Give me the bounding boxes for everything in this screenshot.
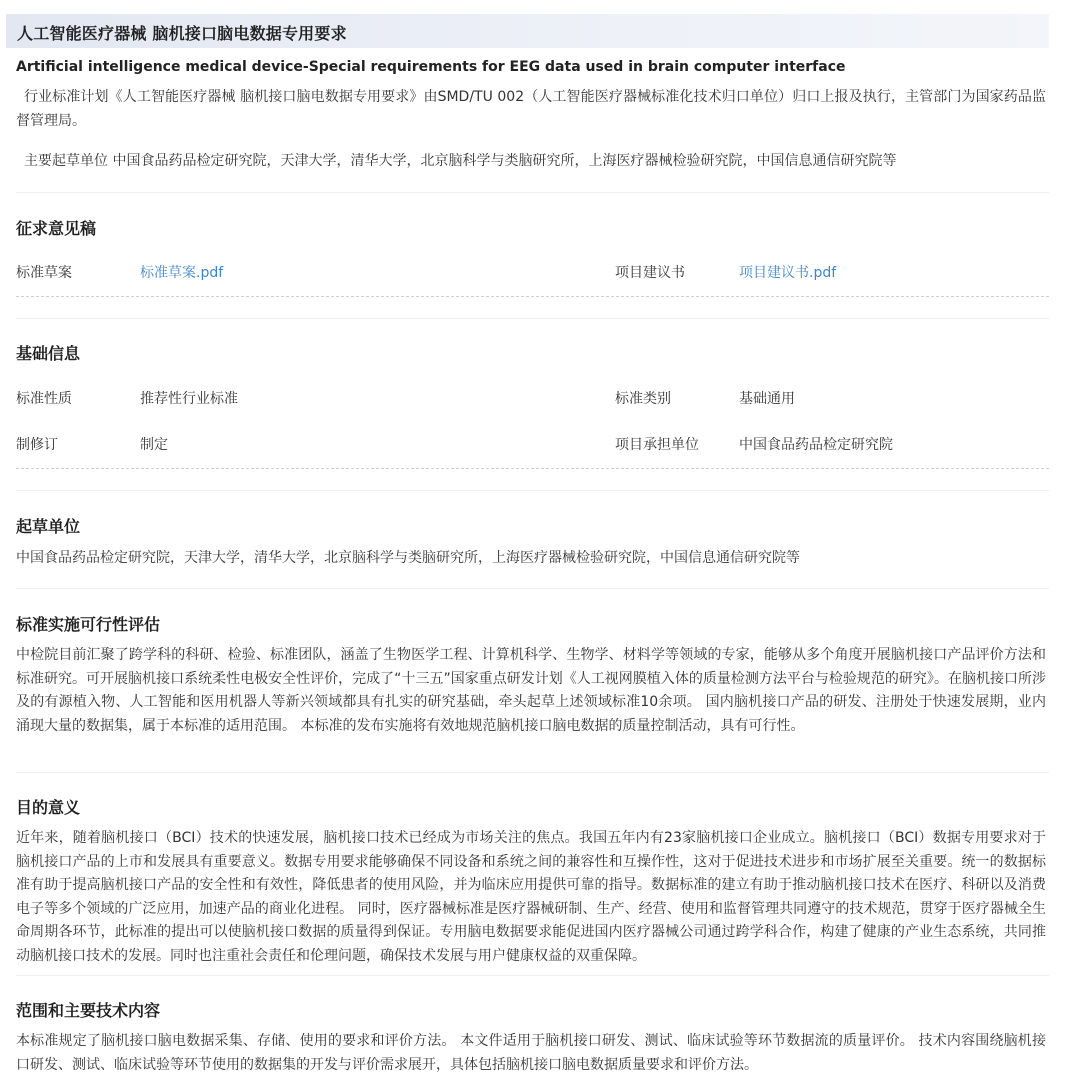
- revision-value: 制定: [140, 437, 168, 453]
- nature-value: 推荐性行业标准: [140, 391, 238, 407]
- proposal-label: 项目建议书: [615, 265, 685, 281]
- section-divider: [16, 192, 1049, 193]
- page-title: 人工智能医疗器械 脑机接口脑电数据专用要求: [17, 24, 347, 43]
- main-drafting-units: 主要起草单位 中国食品药品检定研究院，天津大学，清华大学，北京脑科学与类脑研究所，上海医疗器械检验研究院，中国信息通信研究院等: [24, 153, 897, 169]
- basic-info-heading: 基础信息: [16, 344, 81, 363]
- feasibility-heading: 标准实施可行性评估: [16, 615, 161, 634]
- proposal-pdf-link[interactable]: 项目建议书.pdf: [739, 265, 837, 281]
- drafting-units-heading: 起草单位: [16, 517, 81, 536]
- scope-heading: 范围和主要技术内容: [16, 1001, 161, 1020]
- plan-description: 行业标准计划《人工智能医疗器械 脑机接口脑电数据专用要求》由SMD/TU 002（人工智能医疗器械标准化技术归口单位）归口上报及执行，主管部门为国家药品监督管理局。: [16, 89, 1046, 129]
- section-divider: [16, 490, 1049, 491]
- feasibility-text: 中检院目前汇聚了跨学科的科研、检验、标准团队，涵盖了生物医学工程、计算机科学、生物学、材料学等领域的专家，能够从多个角度开展脑机接口产品评价方法和标准研究。可开展脑机接口系统柔性电极安全性评价，完成了“十三五”国家重点研发计划《人工视网膜植入体的质量检测方法平台与检验规范的研究》。在脑机接口所涉及的有源植入物、人工智能和医用机器人等新兴领域都具有扎实的研究基础，牵头起草上述领域标准10余项。 国内脑机接口产品的研发、注册处于快速发展期，业内涌现大量的数据集，属于本标准的适用范围。 本标准的发布实施将有效地规范脑机接口脑电数据的质量控制活动，具有可行性。: [16, 647, 1046, 734]
- section-divider: [16, 975, 1049, 976]
- title-bar: [6, 14, 1049, 48]
- draft-pdf-link[interactable]: 标准草案.pdf: [140, 265, 224, 281]
- scope-text: 本标准规定了脑机接口脑电数据采集、存储、使用的要求和评价方法。 本文件适用于脑机接口研发、测试、临床试验等环节数据流的质量评价。 技术内容围绕脑机接口研发、测试、临床试验等环节使用的数据集的开发与评价需求展开，具体包括脑机接口脑电数据质量要求和评价方法。: [16, 1033, 1046, 1073]
- nature-label: 标准性质: [16, 391, 72, 407]
- row-divider: [16, 296, 1049, 297]
- english-title: Artificial intelligence medical device-Special requirements for EEG data used in brain computer interface: [16, 59, 846, 75]
- category-label: 标准类别: [615, 391, 671, 407]
- draft-label: 标准草案: [16, 265, 72, 281]
- row-divider: [16, 468, 1049, 469]
- drafting-units-text: 中国食品药品检定研究院，天津大学，清华大学，北京脑科学与类脑研究所，上海医疗器械检验研究院，中国信息通信研究院等: [16, 550, 800, 566]
- consultation-heading: 征求意见稿: [16, 219, 97, 238]
- purpose-text: 近年来，随着脑机接口（BCI）技术的快速发展，脑机接口技术已经成为市场关注的焦点。我国五年内有23家脑机接口企业成立。脑机接口（BCI）数据专用要求对于脑机接口产品的上市和发展具有重要意义。数据专用要求能够确保不同设备和系统之间的兼容性和互操作性，这对于促进技术进步和市场扩展至关重要。统一的数据标准有助于提高脑机接口产品的安全性和有效性，降低患者的使用风险，并为临床应用提供可靠的指导。数据标准的建立有助于推动脑机接口技术在医疗、科研以及消费电子等多个领域的广泛应用，加速产品的商业化进程。 同时，医疗器械标准是医疗器械研制、生产、经营、使用和监督管理共同遵守的技术规范，贯穿于医疗器械全生命周期各环节，此标准的提出可以使脑机接口数据的质量得到保证。专用脑电数据要求能促进国内医疗器械公司通过跨学科合作，构建了健康的产业生态系统，共同推动脑机接口技术的发展。同时也注重社会责任和伦理问题，确保技术发展与用户健康权益的双重保障。: [16, 830, 1046, 964]
- section-divider: [16, 318, 1049, 319]
- category-value: 基础通用: [739, 391, 795, 407]
- undertaker-value: 中国食品药品检定研究院: [739, 437, 893, 453]
- purpose-heading: 目的意义: [16, 798, 81, 817]
- revision-label: 制修订: [16, 437, 58, 453]
- undertaker-label: 项目承担单位: [615, 437, 699, 453]
- section-divider: [16, 772, 1049, 773]
- section-divider: [16, 588, 1049, 589]
